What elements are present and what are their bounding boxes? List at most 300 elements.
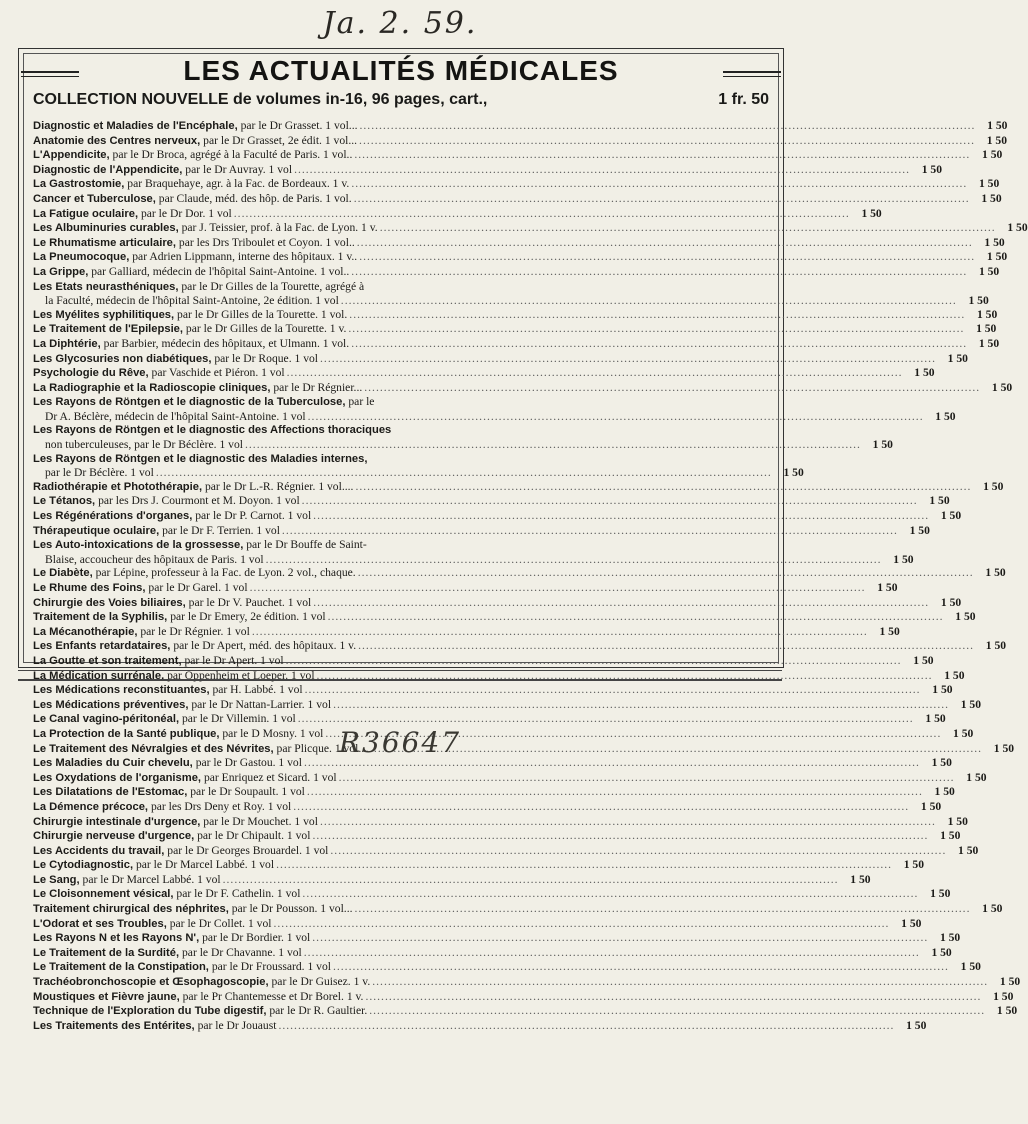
entry-list xyxy=(33,119,1028,1033)
entry-price: 1 50 xyxy=(920,799,942,813)
entry-line xyxy=(33,712,946,727)
entry-title: Chirurgie des Voies biliaires, xyxy=(33,596,186,609)
entry-price: 1 50 xyxy=(976,322,997,336)
dot-leader xyxy=(276,858,892,872)
entry-price: 1 50 xyxy=(991,380,1013,394)
entry-price: 1 50 xyxy=(982,902,1003,916)
page-title: LES ACTUALITÉS MÉDICALES xyxy=(183,55,619,86)
entry-author: par Claude, méd. des hôp. de Paris. 1 vol. xyxy=(155,191,352,205)
entry-line xyxy=(33,162,943,178)
entry-text xyxy=(33,207,232,222)
dot-leader xyxy=(274,917,890,931)
entry-author: par le Dr Chipault. 1 vol xyxy=(194,829,311,843)
entry-author: par Vaschide et Piéron. 1 vol xyxy=(148,366,285,380)
list-item xyxy=(33,235,1005,251)
entry-line xyxy=(33,683,953,698)
entry-text xyxy=(33,509,311,524)
entry-author: par le Dr Grasset, 2e édit. 1 vol... xyxy=(200,133,358,147)
entry-price: 1 50 xyxy=(955,610,976,624)
dot-leader xyxy=(307,785,923,799)
entry-title: Radiothérapie et Photothérapie, xyxy=(33,480,203,493)
entry-title: Diagnostic et Maladies de l'Encéphale, xyxy=(33,120,238,132)
entry-text xyxy=(33,163,292,178)
entry-line xyxy=(33,945,952,961)
dot-leader xyxy=(294,163,910,177)
dot-leader xyxy=(302,494,918,508)
entry-title: Les Myélites syphilitiques, xyxy=(33,308,175,321)
header-rule-right xyxy=(723,71,781,77)
list-item xyxy=(33,395,956,423)
entry-title: Le Cytodiagnostic, xyxy=(33,859,134,872)
list-item xyxy=(33,119,1008,134)
dot-leader xyxy=(266,553,882,567)
dot-leader xyxy=(305,683,921,697)
entry-author: par le Dr Régnier. 1 vol xyxy=(137,624,250,638)
entry-text xyxy=(33,423,391,438)
entry-author: par le Dr Dor. 1 vol xyxy=(138,206,232,220)
entry-title: Diagnostic de l'Appendicite, xyxy=(33,163,183,176)
entry-text xyxy=(33,946,302,961)
entry-price: 1 50 xyxy=(935,409,956,423)
list-item xyxy=(33,366,935,381)
entry-price: 1 50 xyxy=(931,756,952,770)
dot-leader xyxy=(358,566,974,580)
dot-leader xyxy=(372,975,988,989)
entry-line xyxy=(33,221,1028,236)
entry-line xyxy=(33,858,925,873)
entry-line xyxy=(33,191,1002,207)
entry-price: 1 50 xyxy=(978,264,1000,278)
entry-title: Le Traitement de l'Epilepsie, xyxy=(33,323,184,336)
entry-title: Technique de l'Exploration du Tube digestif, xyxy=(33,1005,267,1018)
entry-title: Le Rhumatisme articulaire, xyxy=(33,236,177,249)
entry-author: par le Dr Emery, 2e édition. 1 vol xyxy=(167,610,326,624)
list-item xyxy=(33,1018,927,1034)
entry-price: 1 50 xyxy=(1007,221,1028,235)
entry-title: Les Médications reconstituantes, xyxy=(33,684,210,697)
entry-author: par le Dr Apert, méd. des hôpitaux. 1 v. xyxy=(170,639,357,653)
entry-continuation: Blaise, accoucheur des hôpitaux de Paris. 1 vol xyxy=(45,552,264,566)
entry-author: par le Dr Guisez. 1 v. xyxy=(268,975,371,989)
dot-leader xyxy=(330,844,946,858)
entry-author: par le Dr Marcel Labbé. 1 vol xyxy=(133,858,275,872)
entry-text xyxy=(33,815,318,830)
entry-line xyxy=(33,479,1004,495)
entry-text xyxy=(33,931,310,946)
entry-title: La Goutte et son traitement, xyxy=(33,654,182,667)
entry-author: par le Dr Gilles de la Tourette. 1 v. xyxy=(183,322,347,336)
dot-leader xyxy=(312,931,928,945)
dot-leader xyxy=(223,873,839,887)
entry-continuation: la Faculté, médecin de l'hôpital Saint-Antoine, 2e édition. 1 vol xyxy=(45,294,339,308)
entry-continuation: Dr A. Béclère, médecin de l'hôpital Saint-Antoine. 1 vol xyxy=(45,409,306,423)
entry-price: 1 50 xyxy=(877,581,898,594)
list-item xyxy=(33,307,998,323)
entry-text xyxy=(33,698,331,713)
entry-text xyxy=(33,538,367,553)
entry-line xyxy=(33,133,1007,149)
entry-title: La Radiographie et la Radioscopie cliniques, xyxy=(33,381,271,394)
entry-author: par le Dr Gastou. 1 vol xyxy=(192,756,302,770)
entry-line xyxy=(33,814,968,830)
entry-author: par Oppenheim et Loeper. 1 vol xyxy=(164,668,315,682)
list-item xyxy=(33,785,955,800)
entry-price: 1 50 xyxy=(932,683,953,697)
entry-price: 1 50 xyxy=(940,595,962,609)
entry-price: 1 50 xyxy=(993,989,1014,1003)
entry-title: La Grippe, xyxy=(33,265,89,278)
entry-title: Traitement de la Syphilis, xyxy=(33,611,168,624)
header xyxy=(19,55,783,89)
entry-author: par le Dr F. Cathelin. 1 vol xyxy=(173,887,301,901)
entry-title: Le Tétanos, xyxy=(33,495,96,508)
dot-leader xyxy=(364,381,980,395)
entry-line xyxy=(33,264,1000,280)
entry-line xyxy=(33,235,1005,251)
list-item xyxy=(33,250,1008,265)
dot-leader xyxy=(351,337,967,351)
entry-author: par le Dr Chavanne. 1 vol xyxy=(179,945,302,959)
entry-text xyxy=(33,800,291,815)
list-item xyxy=(33,479,1004,495)
entry-price: 1 50 xyxy=(983,479,1004,493)
entry-price: 1 50 xyxy=(993,741,1015,755)
entry-line xyxy=(33,148,1003,163)
entry-author: par le Dr Georges Brouardel. 1 vol xyxy=(164,843,329,857)
entry-line xyxy=(33,639,1007,654)
dot-leader xyxy=(339,771,955,785)
list-item xyxy=(33,206,882,222)
entry-title: Anatomie des Centres nerveux, xyxy=(33,134,201,147)
entry-title: Le Canal vagino-péritonéal, xyxy=(33,713,180,726)
header-rule-left xyxy=(21,71,79,77)
entry-title: Les Glycosuries non diabétiques, xyxy=(33,352,212,365)
dot-leader xyxy=(313,596,929,610)
entry-continuation-line xyxy=(33,438,893,452)
entry-title: Les Auto-intoxications de la grossesse, xyxy=(33,539,244,552)
list-item xyxy=(33,975,1021,990)
dot-leader xyxy=(333,698,949,712)
dot-leader xyxy=(369,1004,985,1018)
entry-author: par le Dr V. Pauchet. 1 vol xyxy=(185,595,312,609)
entry-text xyxy=(33,337,349,352)
entry-price: 1 50 xyxy=(958,843,979,857)
entry-line xyxy=(33,280,769,295)
entry-text xyxy=(33,308,347,323)
dot-leader xyxy=(302,887,918,901)
collection-base-price: 1 fr. 50 xyxy=(718,91,769,108)
entry-line xyxy=(33,307,998,323)
dot-leader xyxy=(359,134,975,148)
entry-text xyxy=(33,236,355,251)
entry-price: 1 50 xyxy=(976,307,998,321)
entry-price: 1 50 xyxy=(985,566,1006,580)
entry-title: Chirurgie intestinale d'urgence, xyxy=(33,815,201,828)
list-item xyxy=(33,595,962,611)
entry-text xyxy=(33,524,280,539)
entry-author: par le Dr Mouchet. 1 vol xyxy=(200,814,318,828)
entry-author: par J. Teissier, prof. à la Fac. de Lyon. 1 v. xyxy=(178,221,378,235)
entry-author: par le Dr Marcel Labbé. 1 vol xyxy=(79,872,221,886)
entry-author: par le Dr Grasset. 1 vol... xyxy=(237,119,358,132)
entry-line xyxy=(33,975,1021,990)
entry-author: par Adrien Lippmann, interne des hôpitaux. 1 v.. xyxy=(129,250,358,264)
entry-author: par le Dr Collet. 1 vol xyxy=(166,916,272,930)
entry-text xyxy=(33,975,370,990)
entry-author: par le Dr Bordier. 1 vol xyxy=(199,931,311,945)
entry-title: Les Régénérations d'organes, xyxy=(33,510,193,523)
entry-text xyxy=(33,280,364,295)
entry-text xyxy=(33,494,300,509)
entry-title: La Pneumocoque, xyxy=(33,251,130,264)
library-stamp: R36647 xyxy=(338,726,462,759)
entry-title: Les Albuminuries curables, xyxy=(33,222,179,235)
entry-price: 1 50 xyxy=(960,697,982,711)
entry-line xyxy=(33,322,997,337)
entry-line xyxy=(33,380,1013,396)
list-item xyxy=(33,653,934,669)
dot-leader xyxy=(234,207,850,221)
dot-leader xyxy=(286,654,902,668)
entry-author: par le Dr Gilles de la Tourette, agrégé à xyxy=(178,279,365,293)
entry-title: L'Odorat et ses Troubles, xyxy=(33,917,167,930)
entry-price: 1 50 xyxy=(906,1018,927,1032)
entry-text xyxy=(33,566,356,581)
list-item xyxy=(33,697,982,713)
dot-leader xyxy=(365,990,981,1004)
entry-text xyxy=(33,990,363,1005)
entry-text xyxy=(33,858,274,873)
entry-title: Cancer et Tuberculose, xyxy=(33,192,156,205)
entry-author: par le Dr Apert. 1 vol xyxy=(181,653,284,667)
entry-line xyxy=(33,538,769,553)
entry-text xyxy=(33,192,352,207)
list-item xyxy=(33,162,943,178)
entry-price: 1 50 xyxy=(934,785,955,799)
entry-title: Les Etats neurasthéniques, xyxy=(33,280,179,293)
entry-line xyxy=(33,581,898,596)
dot-leader xyxy=(358,639,974,653)
entry-price: 1 50 xyxy=(960,960,981,974)
list-item xyxy=(33,829,961,844)
entry-text xyxy=(33,1019,276,1034)
entry-title: Le Traitement de la Constipation, xyxy=(33,961,209,974)
entry-line xyxy=(33,336,1000,352)
entry-text xyxy=(33,873,221,888)
entry-price: 1 50 xyxy=(984,235,1005,249)
entry-line xyxy=(33,566,1006,581)
list-item xyxy=(33,380,1013,396)
entry-continuation: par le Dr Béclère. 1 vol xyxy=(45,466,154,480)
list-item xyxy=(33,1004,1018,1019)
list-item xyxy=(33,351,968,367)
list-item xyxy=(33,133,1007,149)
entry-line xyxy=(33,509,962,524)
entry-author: par Plicque. 1 vol.. xyxy=(273,741,365,755)
entry-title: Moustiques et Fièvre jaune, xyxy=(33,990,180,1003)
dot-leader xyxy=(355,480,971,494)
list-item xyxy=(33,610,976,625)
dot-leader xyxy=(351,177,967,191)
entry-continuation-line xyxy=(33,466,804,480)
entry-line xyxy=(33,697,982,713)
entry-author: par le Dr Soupault. 1 vol xyxy=(187,785,305,799)
list-item xyxy=(33,916,922,932)
list-item xyxy=(33,639,1007,654)
entry-price: 1 50 xyxy=(944,668,965,682)
entry-author: par le D Mosny. 1 vol xyxy=(219,726,324,740)
entry-title: Le Traitement de la Surdité, xyxy=(33,946,180,959)
dot-leader xyxy=(304,946,920,960)
entry-author: par le Dr Pousson. 1 vol... xyxy=(228,902,353,916)
entry-continuation-line xyxy=(33,294,989,308)
list-item xyxy=(33,872,871,888)
dot-leader xyxy=(359,250,975,264)
entry-line xyxy=(33,624,900,640)
entry-price: 1 50 xyxy=(913,653,934,667)
entry-price: 1 50 xyxy=(921,162,943,176)
entry-author: par le Dr Broca, agrégé à la Faculté de Paris. 1 vol.. xyxy=(109,148,353,162)
entry-line xyxy=(33,799,942,815)
list-item xyxy=(33,509,962,524)
dot-leader xyxy=(278,1019,894,1033)
entry-author: par le Dr F. Terrien. 1 vol xyxy=(159,523,280,537)
entry-line xyxy=(33,960,981,975)
entry-text xyxy=(33,902,353,917)
entry-title: Les Rayons de Röntgen et le diagnostic des Affections thoraciques xyxy=(33,424,392,437)
entry-line xyxy=(33,887,951,902)
entry-author: par Braquehaye, agr. à la Fac. de Bordeaux. 1 v. xyxy=(124,177,350,191)
entry-title: Les Rayons de Röntgen et le diagnostic des Maladies internes, xyxy=(33,452,368,465)
dot-leader xyxy=(156,466,772,480)
entry-line xyxy=(33,770,987,786)
dot-leader xyxy=(287,366,903,380)
entry-text xyxy=(33,265,349,280)
entry-text xyxy=(33,844,328,859)
entry-continuation-line xyxy=(33,552,914,567)
list-item xyxy=(33,902,1003,917)
entry-line xyxy=(33,610,976,625)
entry-title: Les Enfants retardataires, xyxy=(33,640,171,653)
entry-title: La Gastrostomie, xyxy=(33,178,125,191)
entry-price: 1 50 xyxy=(978,336,1000,350)
entry-text xyxy=(33,771,337,786)
dot-leader xyxy=(348,322,964,336)
entry-author: par le Dr Nattan-Larrier. 1 vol xyxy=(188,697,332,711)
collection-description: COLLECTION NOUVELLE de volumes in-16, 96 pages, cart., xyxy=(33,91,488,108)
entry-title: Le Sang, xyxy=(33,873,80,886)
dot-leader xyxy=(328,610,944,624)
dot-leader xyxy=(320,815,936,829)
entry-text xyxy=(33,712,296,727)
list-item xyxy=(33,566,1006,581)
dot-leader xyxy=(313,509,929,523)
entry-price: 1 50 xyxy=(940,829,961,843)
entry-price: 1 50 xyxy=(986,250,1008,264)
list-item xyxy=(33,322,997,337)
dot-leader xyxy=(245,438,861,452)
entry-title: Les Rayons N et les Rayons N', xyxy=(33,932,200,945)
entry-line xyxy=(33,931,961,946)
list-item xyxy=(33,494,950,509)
list-item xyxy=(33,858,925,873)
list-item xyxy=(33,887,951,902)
entry-price: 1 50 xyxy=(914,366,935,380)
entry-line xyxy=(33,494,950,509)
entry-title: Les Médications préventives, xyxy=(33,698,189,711)
entry-text xyxy=(33,829,310,844)
list-item xyxy=(33,423,893,452)
entry-price: 1 50 xyxy=(850,872,871,886)
entry-price: 1 50 xyxy=(986,133,1007,147)
entry-line xyxy=(33,523,930,539)
list-item xyxy=(33,843,979,859)
entry-author: par le Dr Roque. 1 vol xyxy=(211,351,319,365)
dot-leader xyxy=(355,902,971,916)
entry-text xyxy=(33,119,358,134)
entry-line xyxy=(33,395,769,410)
entry-title: Le Traitement des Névralgies et des Névrites, xyxy=(33,742,274,755)
entry-author: par le Dr Villemin. 1 vol xyxy=(179,712,296,726)
entry-line xyxy=(33,902,1003,917)
list-item xyxy=(33,814,968,830)
entry-price: 1 50 xyxy=(947,351,968,365)
list-item xyxy=(33,336,1000,352)
entry-line xyxy=(33,653,934,669)
entry-text xyxy=(33,960,331,975)
entry-continuation-line xyxy=(33,409,956,424)
entry-author: par le Pr Chantemesse et Dr Borel. 1 v. xyxy=(179,989,364,1003)
list-item xyxy=(33,538,914,566)
entry-title: La Fatigue oculaire, xyxy=(33,207,139,220)
list-item xyxy=(33,581,898,596)
entry-title: Les Dilatations de l'Estomac, xyxy=(33,786,188,799)
entry-text xyxy=(33,639,356,654)
entry-line xyxy=(33,206,882,222)
dot-leader xyxy=(282,524,898,538)
entry-line xyxy=(33,595,962,611)
entry-author: par le xyxy=(345,395,375,409)
entry-line xyxy=(33,843,979,859)
entry-price: 1 50 xyxy=(940,509,962,523)
list-item xyxy=(33,931,961,946)
entry-text xyxy=(33,452,367,467)
entry-line xyxy=(33,351,968,367)
list-item xyxy=(33,799,942,815)
entry-author: par le Dr Jouaust xyxy=(194,1018,277,1032)
entry-author: par les Drs Triboulet et Coyon. 1 vol.. xyxy=(176,235,355,249)
entry-line xyxy=(33,250,1008,265)
entry-price: 1 50 xyxy=(879,624,900,638)
entry-author: par H. Labbé. 1 vol xyxy=(209,683,303,697)
entry-author: par le Dr Gilles de la Tourette. 1 vol. xyxy=(174,307,348,321)
list-item xyxy=(33,191,1002,207)
entry-text xyxy=(33,887,300,902)
dot-leader xyxy=(333,960,949,974)
dot-leader xyxy=(341,294,957,308)
entry-price: 1 50 xyxy=(939,931,961,945)
dot-leader xyxy=(320,352,936,366)
entry-title: La Protection de la Santé publique, xyxy=(33,727,220,740)
entry-text xyxy=(33,134,357,149)
entry-price: 1 50 xyxy=(996,1004,1018,1018)
entry-price: 1 50 xyxy=(981,191,1002,205)
entry-title: Traitement chirurgical des néphrites, xyxy=(33,903,229,916)
dot-leader xyxy=(312,829,928,843)
entry-text xyxy=(33,1004,367,1019)
entry-title: Les Maladies du Cuir chevelu, xyxy=(33,757,193,770)
entry-author: par le Dr Bouffe de Saint- xyxy=(243,538,367,552)
